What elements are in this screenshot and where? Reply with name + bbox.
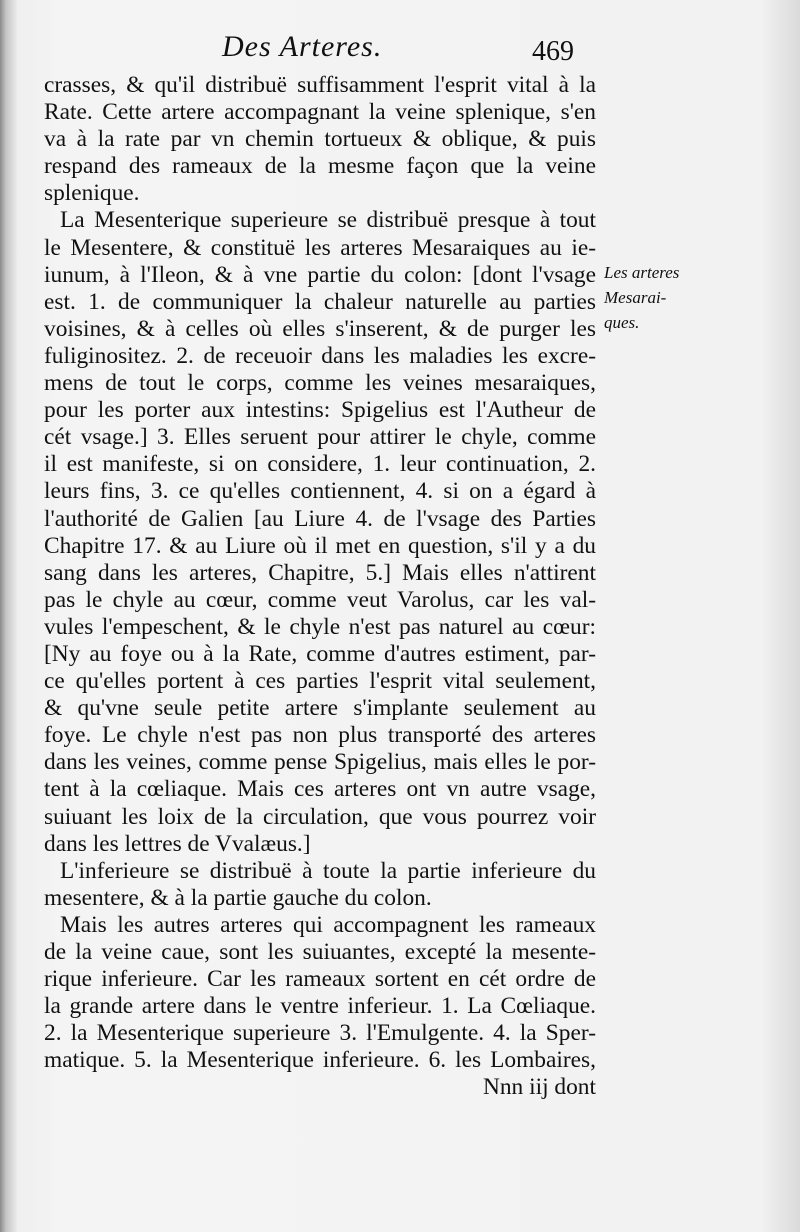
text-line: ce qu'elles portent à ces parties l'esprit vital seulement, [44,668,596,695]
text-line: pour les porter aux intestins: Spigelius est l'Autheur de [44,397,596,424]
text-line: mens de tout le corps, comme les veines mesaraiques, [44,370,596,397]
text-line: fuliginositez. 2. de receuoir dans les maladies les excre- [44,342,596,369]
margin-note-line: ques. [604,313,640,332]
text-line: Chapitre 17. & au Liure où il met en question, s'il y a du [44,532,596,559]
text-line: voisines, & à celles où elles s'inserent, & de purger les [44,315,596,342]
text-line: leurs fins, 3. ce qu'elles contiennent, 4. si on a égard à [44,478,596,505]
catchword-line: Nnn iij dont [482,1074,596,1101]
text-line: la grande artere dans le ventre inferieur. 1. La Cœliaque. [44,993,596,1020]
text-line: tent à la cœliaque. Mais ces arteres ont vn autre vsage, [44,776,596,803]
text-line: pas le chyle au cœur, comme veut Varolus, car les val- [44,586,596,613]
text-line: Rate. Cette artere accompagnant la veine splenique, s'en [44,99,596,126]
text-line: il est manifeste, si on considere, 1. leur continuation, 2. [44,451,596,478]
margin-note-line: Mesarai- [604,288,667,307]
text-line: & qu'vne seule petite artere s'implante seulement au [44,695,596,722]
margin-note-line: Les arteres [604,263,680,282]
text-line: crasses, & qu'il distribuë suffisamment l'esprit vital à la [44,72,596,98]
text-line: vules l'empeschent, & le chyle n'est pas naturel au cœur: [44,613,596,640]
text-line: 2. la Mesenterique superieure 3. l'Emulgente. 4. la Sper- [44,1020,596,1047]
text-line: sang dans les arteres, Chapitre, 5.] Mais elles n'attirent [44,559,596,586]
text-line: de la veine caue, sont les suiuantes, excepté la mesente- [44,939,596,965]
text-line: dans les lettres de Vvalæus.] [44,830,311,857]
text-line: Mais les autres arteres qui accompagnent les rameaux [60,911,596,938]
text-line: matique. 5. la Mesenterique inferieure. 6. les Lombaires, [44,1047,596,1074]
text-line: respand des rameaux de la mesme façon que la veine [44,153,596,180]
text-line: [Ny au foye ou à la Rate, comme d'autres estiment, par- [44,640,596,667]
text-line: mesentere, & à la partie gauche du colon. [44,884,432,911]
text-line: est. 1. de communiquer la chaleur naturelle au parties [44,288,596,315]
text-line: foye. Le chyle n'est pas non plus transporté des arteres [44,722,596,749]
running-title: Des Arteres. [222,30,383,63]
text-line: L'inferieure se distribuë à toute la partie inferieure du [60,857,596,884]
text-line: rique inferieure. Car les rameaux sortent en cét ordre de [44,966,596,993]
margin-note [604,260,694,335]
text-line: l'authorité de Galien [au Liure 4. de l'vsage des Parties [44,505,596,532]
text-line: iunum, à l'Ileon, & à vne partie du colon: [dont l'vsage [44,261,596,288]
page-number: 469 [532,36,574,67]
text-line: va à la rate par vn chemin tortueux & oblique, & puis [44,126,596,153]
text-line: suiuant les loix de la circulation, que vous pourrez voir [44,803,596,830]
text-line: dans les veines, comme pense Spigelius, mais elles le por- [44,749,596,776]
text-line: cét vsage.] 3. Elles seruent pour attirer le chyle, comme [44,424,596,451]
text-line: le Mesentere, & constituë les arteres Mesaraiques au ie- [44,234,596,261]
text-line: splenique. [44,180,140,207]
text-line: La Mesenterique superieure se distribuë presque à tout [60,207,596,234]
body-text [44,72,596,1102]
